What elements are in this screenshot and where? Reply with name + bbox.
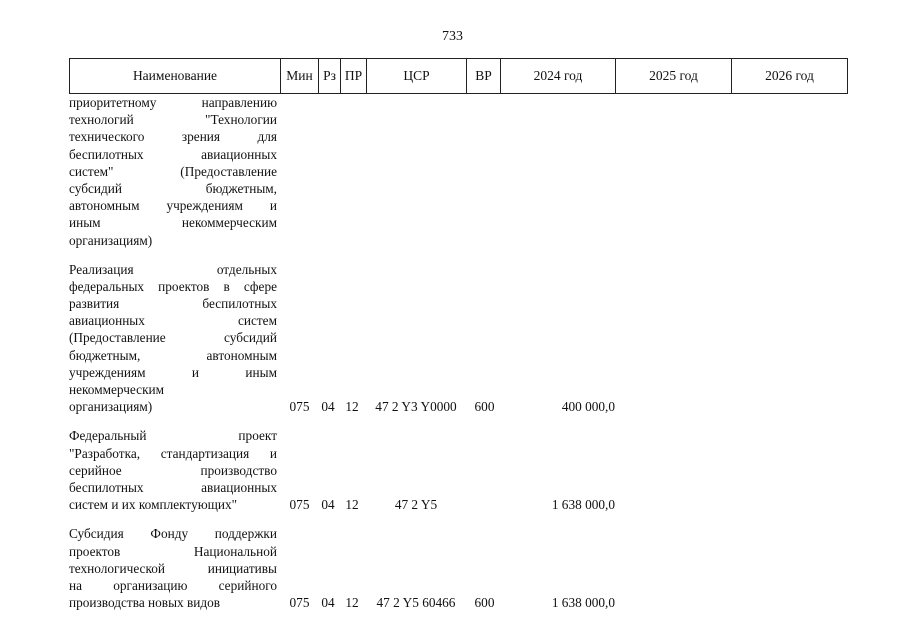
cell-min: 075 (289, 595, 310, 611)
table-row (69, 261, 853, 416)
description-line: федеральных проектов в сфере (69, 278, 277, 294)
cell-pr: 12 (345, 595, 359, 611)
description-line: некоммерческим (69, 382, 165, 397)
table-header (69, 58, 848, 94)
page-number: 733 (442, 29, 463, 44)
description-line: (Предоставление субсидий (69, 330, 277, 346)
cell-csr: 47 2 Y3 Y0000 (375, 399, 457, 415)
cell-pr: 12 (345, 497, 359, 513)
description-line: Реализация отдельных (69, 261, 277, 277)
header-2026: 2026 год (732, 59, 848, 94)
table-body (69, 94, 853, 623)
description-line: организациям) (69, 399, 153, 415)
cell-rz: 04 (321, 595, 335, 611)
description-line: серийное производство (69, 462, 277, 478)
header-name: Наименование (70, 59, 281, 94)
row-description (69, 94, 277, 249)
description-line: проектов Национальной (69, 543, 277, 559)
description-line: иным некоммерческим (69, 215, 277, 231)
cell-min: 075 (289, 399, 310, 415)
table-row (69, 94, 853, 249)
description-line: на организацию серийного (69, 577, 277, 593)
header-csr: ЦСР (367, 59, 467, 94)
description-line: приоритетному направлению (69, 95, 277, 110)
description-line: учреждениям и иным (69, 364, 277, 380)
description-line: авиационных систем (69, 313, 277, 329)
cell-pr: 12 (345, 399, 359, 415)
header-2024: 2024 год (501, 59, 616, 94)
description-line: технологий "Технологии (69, 112, 277, 128)
description-line: автономным учреждениям и (69, 198, 277, 214)
description-line: Федеральный проект (69, 428, 277, 444)
cell-rz: 04 (321, 399, 335, 415)
cell-min: 075 (289, 497, 310, 513)
description-line: субсидий бюджетным, (69, 180, 277, 196)
description-line: систем" (Предоставление (69, 163, 277, 179)
cell-vr: 600 (474, 399, 495, 415)
description-line: бюджетным, автономным (69, 347, 277, 363)
header-rz: Рз (319, 59, 341, 94)
cell-vr: 600 (474, 595, 495, 611)
cell-csr: 47 2 Y5 (394, 497, 438, 513)
header-pr: ПР (341, 59, 367, 94)
description-line: развития беспилотных (69, 296, 277, 312)
cell-csr: 47 2 Y5 60466 (376, 595, 456, 611)
header-2025: 2025 год (616, 59, 732, 94)
description-line: технологической инициативы (69, 560, 277, 576)
cell-2024: 400 000,0 (561, 399, 615, 415)
description-line: "Разработка, стандартизация и (69, 445, 277, 461)
cell-rz: 04 (321, 497, 335, 513)
header-vr: ВР (467, 59, 501, 94)
description-line: Субсидия Фонду поддержки (69, 526, 277, 542)
row-description (69, 261, 277, 416)
header-min: Мин (281, 59, 319, 94)
table-row (69, 427, 853, 513)
description-line: организациям) (69, 232, 153, 248)
cell-2024: 1 638 000,0 (551, 595, 615, 611)
description-line: производства новых видов (69, 595, 221, 611)
cell-2024: 1 638 000,0 (551, 497, 615, 513)
description-line: беспилотных авиационных (69, 479, 277, 495)
description-line: технического зрения для (69, 129, 277, 145)
description-line: систем и их комплектующих" (69, 497, 238, 513)
description-line: беспилотных авиационных (69, 146, 277, 162)
table-row (69, 525, 853, 611)
